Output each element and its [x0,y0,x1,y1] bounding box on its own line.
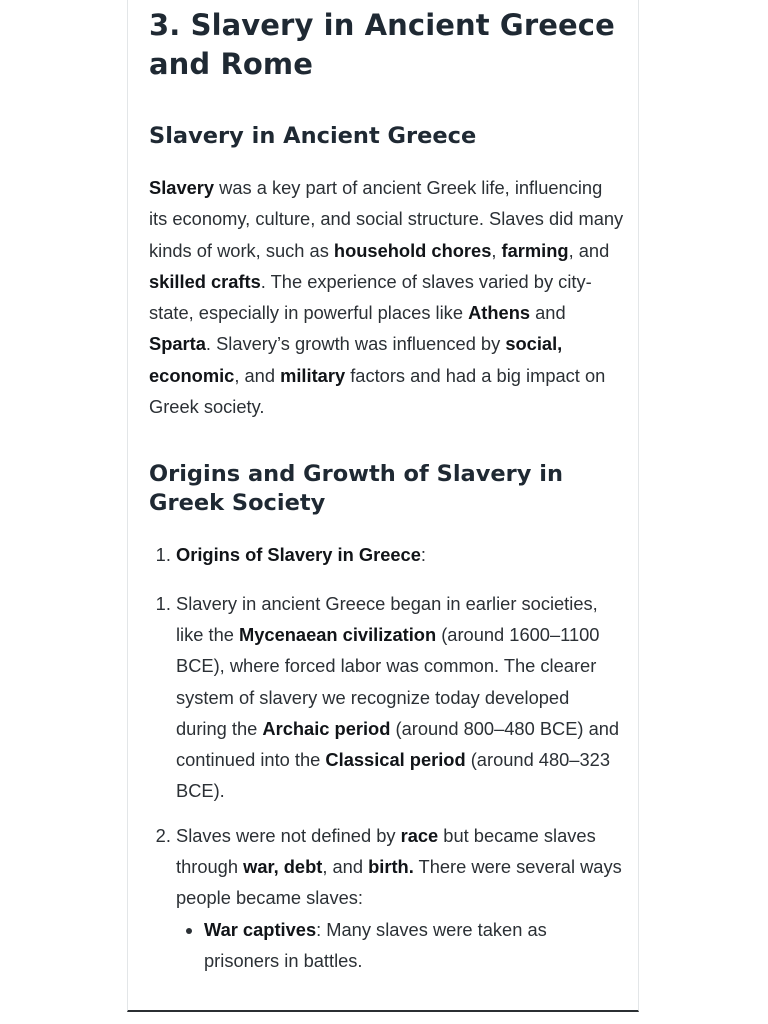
article-page [127,0,639,1012]
paragraph-text: factors and had a big impact on Greek society. [149,364,606,418]
bullet-text: : Many slaves were taken as prisoners in battles. [204,918,547,971]
list-text: , and [322,856,369,878]
paragraph-text: . Slavery’s growth was influenced by [205,333,506,355]
list-text: Slaves were not defined by [176,824,401,846]
inner-numbered-list [149,588,625,977]
bold-term-origins: Origins of Slavery in Greece [176,544,421,566]
bullet-list [176,914,625,977]
article-content [149,0,625,989]
bold-term-classical-period: Classical period [325,749,466,771]
bold-term-skilled-crafts: skilled crafts [149,270,261,292]
bold-term-military: military [280,364,346,386]
list-item-origins-detail [176,588,625,807]
bold-term-farming: farming [501,239,569,261]
page-title: 3. Slavery in Ancient Greece and Rome [149,8,615,81]
section-heading-origins-growth: Origins and Growth of Slavery in Greek Society [149,461,563,517]
list-text: (around 1600–1100 BCE), where forced labor was common. The clearer system of slavery we recognize today developed during the [176,623,600,739]
bold-term-war-captives: War captives [204,918,317,940]
list-text: but became slaves through [176,824,596,878]
bold-term-slavery: Slavery [149,177,215,198]
paragraph-text: , [491,239,502,261]
list-text: There were several ways people became slaves: [176,856,622,909]
bold-term-household-chores: household chores [333,239,492,261]
list-text: Slavery in ancient Greece began in earlier societies, like the [176,592,598,645]
paragraph-text: . The experience of slaves varied by city-state, especially in powerful places like [149,270,592,324]
list-text: (around 800–480 BCE) and continued into the [176,717,620,771]
section-heading-slavery-greece: Slavery in Ancient Greece [149,123,477,149]
list-item-slave-sources [176,820,625,976]
bold-term-birth: birth. [368,856,414,878]
bullet-item-war-captives [204,914,625,977]
list-item-colon: : [420,544,426,566]
bold-term-sparta: Sparta [149,333,206,355]
bold-term-athens: Athens [468,302,531,324]
paragraph-text: , and [234,364,281,386]
bold-term-race: race [400,824,439,846]
paragraph-text: was a key part of ancient Greek life, influencing its economy, culture, and social structure. Slaves did many kinds of work, such as [149,177,624,261]
outer-numbered-list [149,539,625,570]
intro-paragraph [149,172,625,422]
bold-term-war-debt: war, debt [243,856,323,878]
bold-term-archaic-period: Archaic period [262,717,391,739]
bold-term-social-economic: social, economic [149,333,563,386]
paragraph-text: and [530,302,566,324]
bold-term-mycenaean: Mycenaean civilization [239,623,437,645]
paragraph-text: , and [568,239,610,261]
list-text: (around 480–323 BCE). [176,749,610,802]
list-item-origins [176,539,625,570]
